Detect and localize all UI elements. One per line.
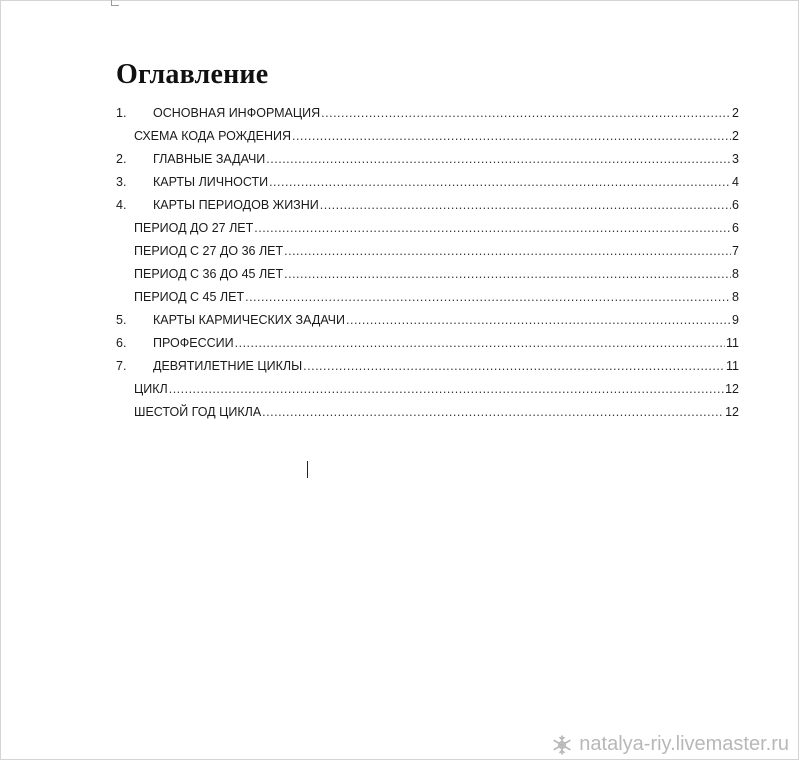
toc-dot-leader [320,198,731,212]
toc-entry-label[interactable]: ПЕРИОД С 45 ЛЕТ [134,290,245,304]
toc-entry[interactable] [116,336,739,359]
toc-dot-leader [254,221,731,235]
toc-entry-number: 5. [116,313,127,327]
toc-entry[interactable] [116,221,739,244]
toc-entry-page-number[interactable]: 7 [732,244,739,258]
toc-entry-page-number[interactable]: 12 [725,405,739,419]
toc-entry-page-number[interactable]: 8 [732,267,739,281]
toc-dot-leader [321,106,731,120]
toc-entry-page-number[interactable]: 3 [732,152,739,166]
toc-entry[interactable] [116,382,739,405]
toc-entry-label[interactable]: ПЕРИОД ДО 27 ЛЕТ [134,221,254,235]
toc-entry[interactable] [116,405,739,428]
toc-entry[interactable] [116,359,739,382]
toc-entry-page-number[interactable]: 11 [726,359,739,373]
page-corner-marker [111,0,119,6]
toc-dot-leader [346,313,731,327]
toc-dot-leader [262,405,724,419]
toc-entry[interactable] [116,129,739,152]
toc-entry[interactable] [116,244,739,267]
toc-entry[interactable] [116,313,739,336]
toc-entry[interactable] [116,267,739,290]
toc-entry[interactable] [116,198,739,221]
snowflake-icon [551,734,573,756]
toc-dot-leader [235,336,725,350]
toc-entry-label[interactable]: ШЕСТОЙ ГОД ЦИКЛА [134,405,262,419]
toc-entry-label[interactable]: ПЕРИОД С 27 ДО 36 ЛЕТ [134,244,284,258]
toc-entry-label[interactable]: ОСНОВНАЯ ИНФОРМАЦИЯ [153,106,321,120]
toc-entry-page-number[interactable]: 12 [725,382,739,396]
toc-entry-page-number[interactable]: 6 [732,221,739,235]
toc-entry-number: 2. [116,152,127,166]
toc-entry[interactable] [116,106,739,129]
toc-entry-label[interactable]: КАРТЫ ЛИЧНОСТИ [153,175,269,189]
toc-entry[interactable] [116,152,739,175]
toc-entry-label[interactable]: КАРТЫ КАРМИЧЕСКИХ ЗАДАЧИ [153,313,345,327]
toc-entry-page-number[interactable]: 9 [732,313,739,327]
toc-entry-number: 3. [116,175,127,189]
toc-entry-number: 4. [116,198,127,212]
toc-entry-label[interactable]: ДЕВЯТИЛЕТНИЕ ЦИКЛЫ [153,359,303,373]
toc-title: Оглавление [116,59,269,90]
toc-entry-number: 1. [116,106,127,120]
toc-entry-label[interactable]: ЦИКЛ [134,382,168,396]
toc-entry-label[interactable]: ПРОФЕССИИ [153,336,234,350]
toc-dot-leader [269,175,731,189]
watermark-text: natalya-riy.livemaster.ru [579,733,789,755]
toc-dot-leader [266,152,731,166]
text-cursor [307,461,308,478]
toc-entry-page-number[interactable]: 6 [732,198,739,212]
toc-entry-page-number[interactable]: 11 [726,336,739,350]
toc-dot-leader [169,382,724,396]
toc-dot-leader [284,267,731,281]
toc-dot-leader [284,244,731,258]
toc-dot-leader [303,359,725,373]
toc-entry-label[interactable]: КАРТЫ ПЕРИОДОВ ЖИЗНИ [153,198,319,212]
toc-entry[interactable] [116,290,739,313]
toc-entry-number: 6. [116,336,127,350]
toc-dot-leader [292,129,731,143]
toc-entry-label[interactable]: ГЛАВНЫЕ ЗАДАЧИ [153,152,266,166]
toc-list [116,106,739,428]
toc-entry[interactable] [116,175,739,198]
toc-entry-page-number[interactable]: 8 [732,290,739,304]
toc-entry-page-number[interactable]: 2 [732,129,739,143]
toc-entry-label[interactable]: ПЕРИОД С 36 ДО 45 ЛЕТ [134,267,284,281]
toc-entry-label[interactable]: СХЕМА КОДА РОЖДЕНИЯ [134,129,291,143]
watermark [551,733,789,756]
toc-entry-page-number[interactable]: 4 [732,175,739,189]
toc-entry-page-number[interactable]: 2 [732,106,739,120]
toc-dot-leader [245,290,731,304]
toc-entry-number: 7. [116,359,127,373]
